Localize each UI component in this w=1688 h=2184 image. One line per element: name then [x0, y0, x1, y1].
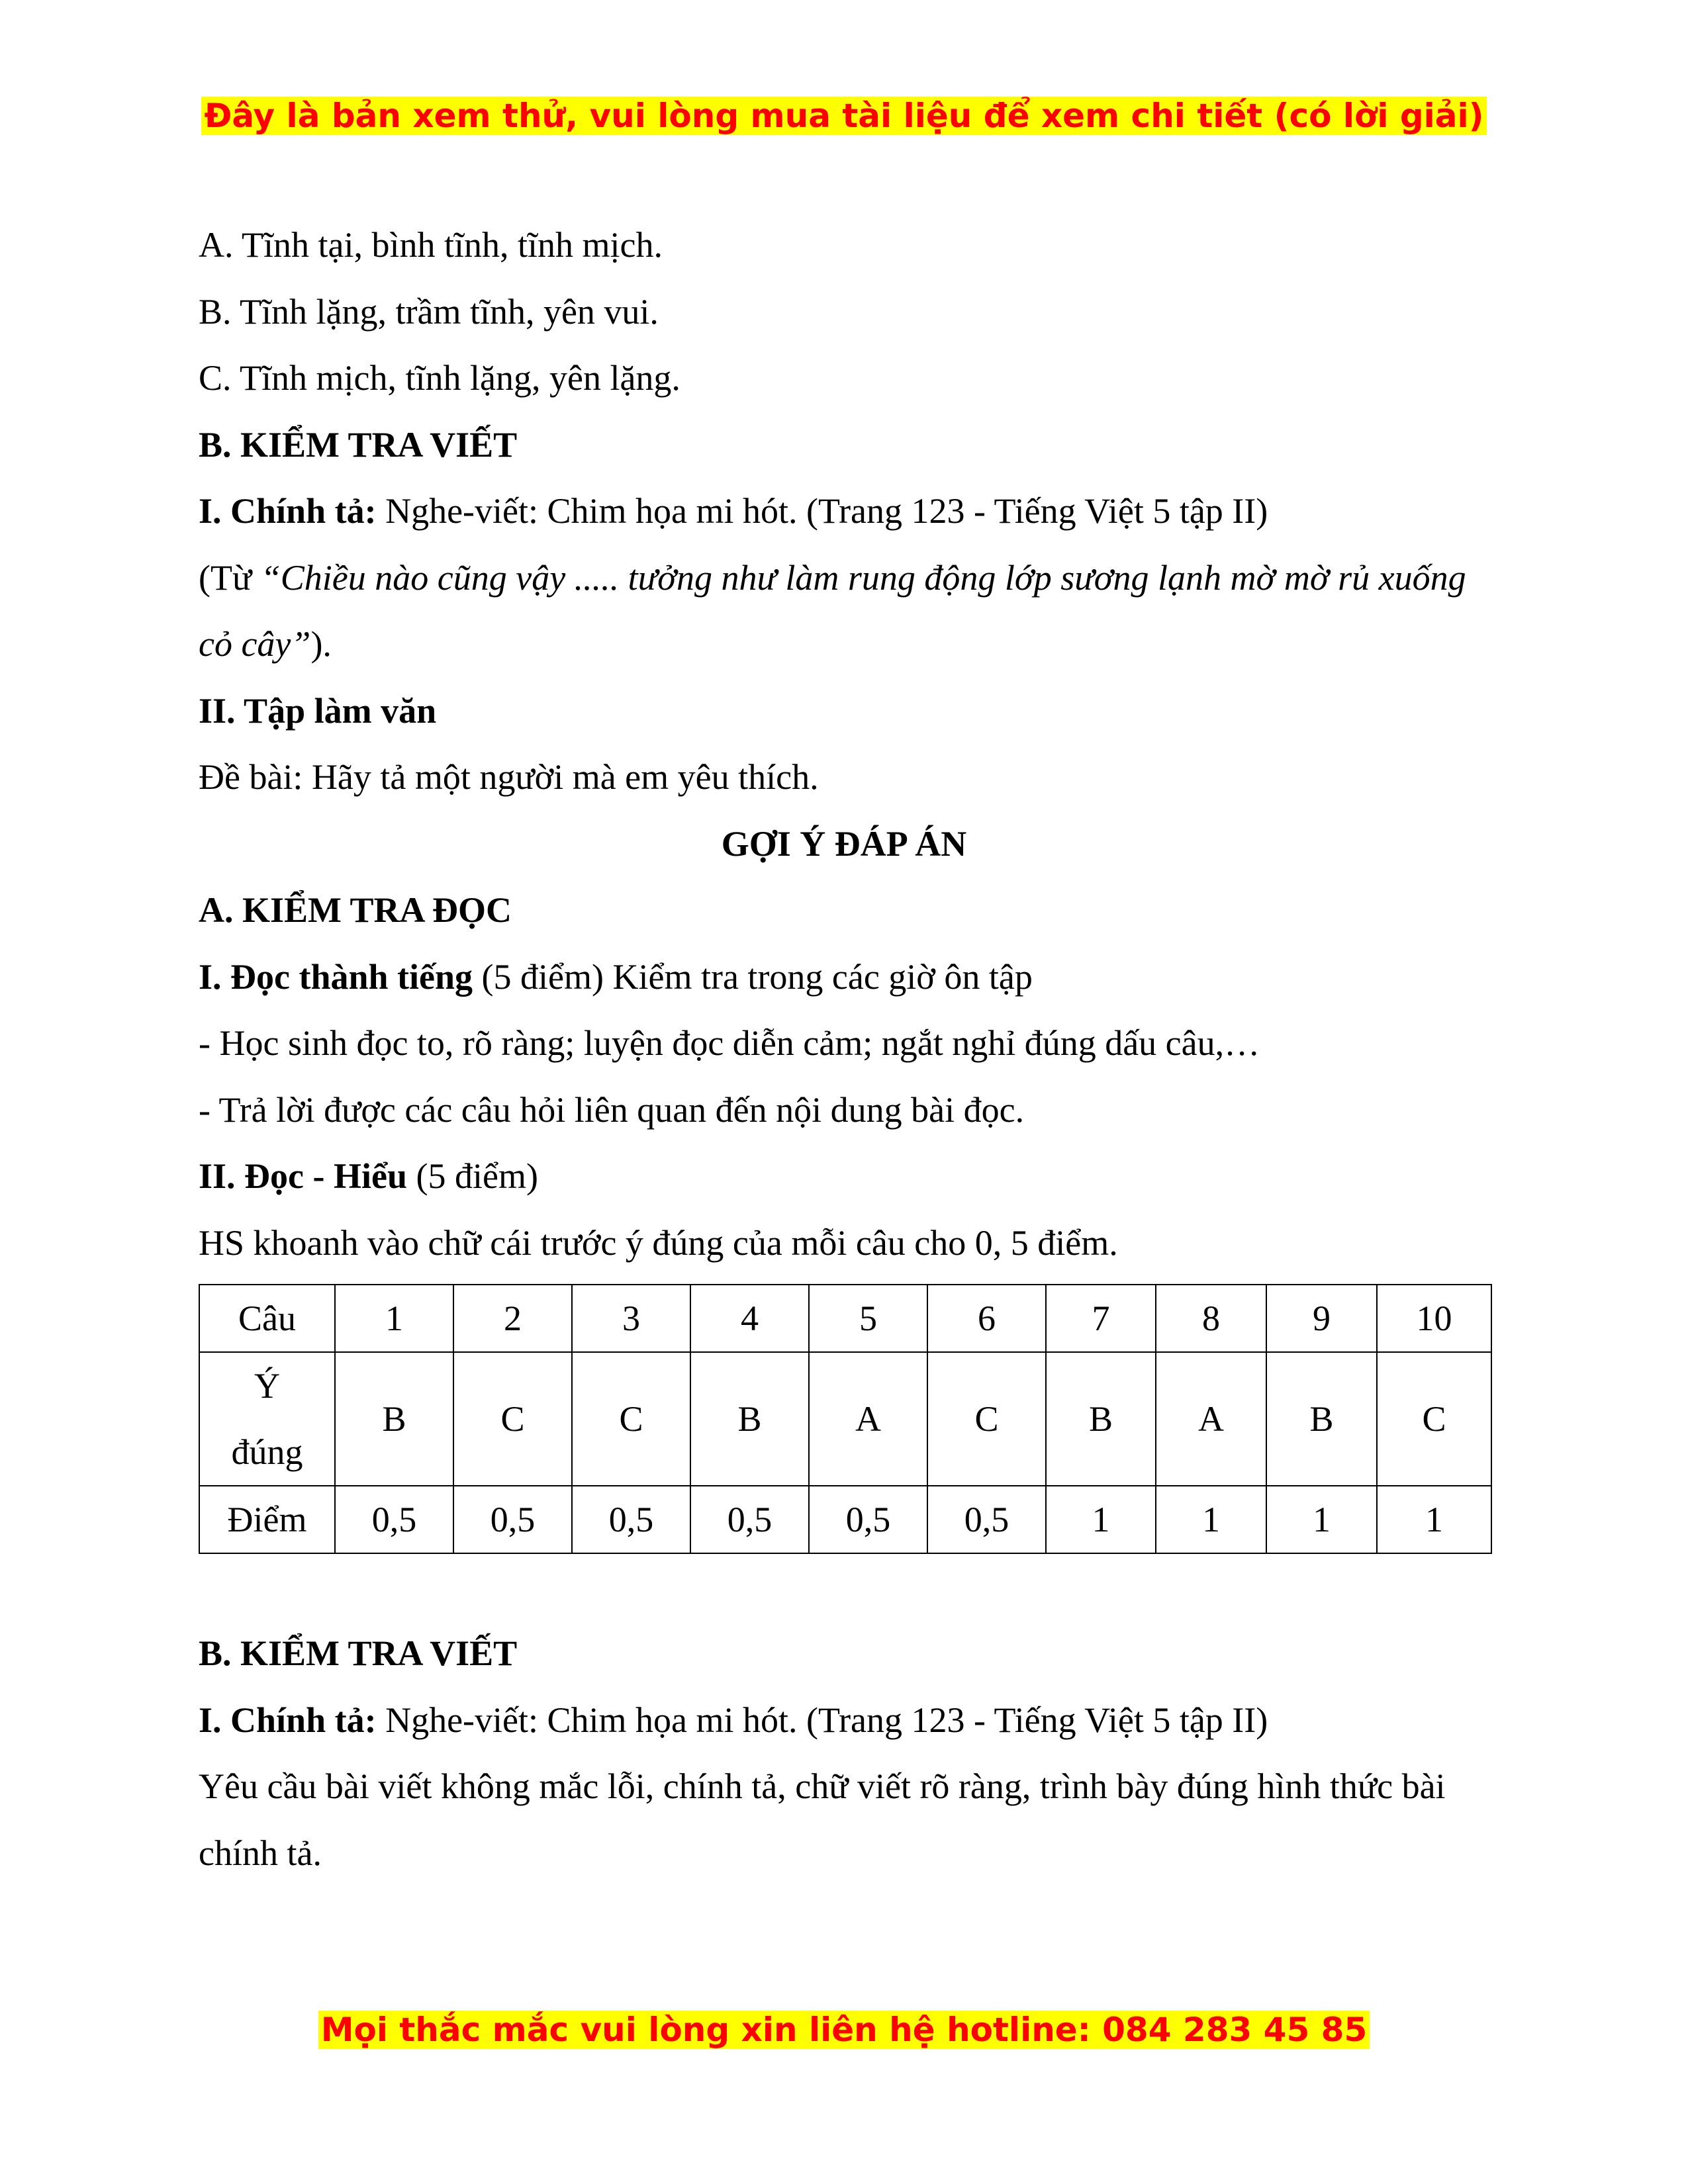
table-cell: 5 — [809, 1285, 927, 1352]
criteria-item: - Trả lời được các câu hỏi liên quan đến nội dung bài đọc. — [199, 1089, 1025, 1130]
doc-hieu-label: II. Đọc - Hiểu — [199, 1156, 407, 1196]
table-cell: B — [1266, 1352, 1377, 1486]
table-cell: 0,5 — [453, 1486, 572, 1553]
spacer — [199, 1554, 1489, 1620]
table-cell: 4 — [690, 1285, 809, 1352]
table-cell: 3 — [572, 1285, 690, 1352]
option-b: B. Tĩnh lặng, trầm tĩnh, yên vui. — [199, 291, 659, 332]
table-cell: 8 — [1156, 1285, 1266, 1352]
excerpt-quote: “Chiều nào cũng vậy ..... tưởng như làm rung động lớp sương lạnh mờ mờ rủ xuống cỏ cây” — [199, 557, 1466, 664]
row-label: Ý đúng — [199, 1352, 335, 1486]
table-cell: 10 — [1377, 1285, 1491, 1352]
doc-thanh-tieng-line: I. Đọc thành tiếng (5 điểm) Kiểm tra trong các giờ ôn tập — [199, 956, 1033, 997]
table-cell: B — [690, 1352, 809, 1486]
chinh-ta-text: Nghe-viết: Chim họa mi hót. (Trang 123 - Tiếng Việt 5 tập II) — [376, 491, 1268, 531]
section-b-heading: B. KIỂM TRA VIẾT — [199, 424, 518, 465]
table-cell: 6 — [927, 1285, 1046, 1352]
table-cell: 9 — [1266, 1285, 1377, 1352]
table-cell: A — [1156, 1352, 1266, 1486]
doc-hieu-line: II. Đọc - Hiểu (5 điểm) — [199, 1156, 538, 1196]
answer-table — [199, 1284, 1492, 1554]
answer-key-title: GỢI Ý ĐÁP ÁN — [721, 823, 967, 864]
table-row-points — [199, 1486, 1491, 1553]
table-cell: 1 — [1377, 1486, 1491, 1553]
doc-thanh-tieng-label: I. Đọc thành tiếng — [199, 956, 473, 997]
table-cell: 1 — [1156, 1486, 1266, 1553]
table-cell: 7 — [1046, 1285, 1156, 1352]
table-cell: 0,5 — [335, 1486, 453, 1553]
tap-lam-van-heading: II. Tập làm văn — [199, 690, 437, 731]
table-cell: A — [809, 1352, 927, 1486]
table-cell: 0,5 — [572, 1486, 690, 1553]
table-cell: C — [927, 1352, 1046, 1486]
chinh-ta-line — [199, 478, 1489, 545]
table-cell: 1 — [335, 1285, 453, 1352]
table-cell: C — [572, 1352, 690, 1486]
row-label: Câu — [199, 1285, 335, 1352]
table-cell: C — [1377, 1352, 1491, 1486]
table-cell: 1 — [1046, 1486, 1156, 1553]
preview-notice-banner — [0, 97, 1688, 135]
hotline-text: Mọi thắc mắc vui lòng xin liên hệ hotline: 084 283 45 85 — [318, 2011, 1370, 2049]
table-cell: 0,5 — [809, 1486, 927, 1553]
document-body — [199, 212, 1489, 1886]
option-a: A. Tĩnh tại, bình tĩnh, tĩnh mịch. — [199, 225, 663, 265]
row-label: Điểm — [199, 1486, 335, 1553]
hotline-banner — [0, 2011, 1688, 2049]
excerpt-range: (Từ “Chiều nào cũng vậy ..... tưởng như làm rung động lớp sương lạnh mờ mờ rủ xuống cỏ cây”). — [199, 557, 1466, 664]
table-cell: C — [453, 1352, 572, 1486]
table-cell: B — [1046, 1352, 1156, 1486]
chinh-ta-label: I. Chính tả: — [199, 491, 377, 531]
criteria-item: - Học sinh đọc to, rõ ràng; luyện đọc diễn cảm; ngắt nghỉ đúng dấu câu,… — [199, 1023, 1260, 1063]
table-row-question — [199, 1285, 1491, 1352]
table-cell: 1 — [1266, 1486, 1377, 1553]
table-cell: 0,5 — [690, 1486, 809, 1553]
preview-notice-text: Đây là bản xem thử, vui lòng mua tài liệu để xem chi tiết (có lời giải) — [201, 97, 1486, 135]
table-row-answer — [199, 1352, 1491, 1486]
scoring-instruction: HS khoanh vào chữ cái trước ý đúng của mỗi câu cho 0, 5 điểm. — [199, 1222, 1118, 1263]
table-cell: 2 — [453, 1285, 572, 1352]
option-c: C. Tĩnh mịch, tĩnh lặng, yên lặng. — [199, 358, 680, 398]
chinh-ta-requirement: Yêu cầu bài viết không mắc lỗi, chính tả, chữ viết rõ ràng, trình bày đúng hình thức bài chính tả. — [199, 1766, 1446, 1873]
chinh-ta-label: I. Chính tả: — [199, 1700, 377, 1740]
essay-prompt: Đề bài: Hãy tả một người mà em yêu thích. — [199, 757, 819, 797]
table-cell: B — [335, 1352, 453, 1486]
table-cell: 0,5 — [927, 1486, 1046, 1553]
section-a-heading: A. KIỂM TRA ĐỌC — [199, 890, 512, 930]
section-b-answer-heading: B. KIỂM TRA VIẾT — [199, 1633, 518, 1673]
chinh-ta-answer-line: I. Chính tả: Nghe-viết: Chim họa mi hót. (Trang 123 - Tiếng Việt 5 tập II) — [199, 1700, 1268, 1740]
